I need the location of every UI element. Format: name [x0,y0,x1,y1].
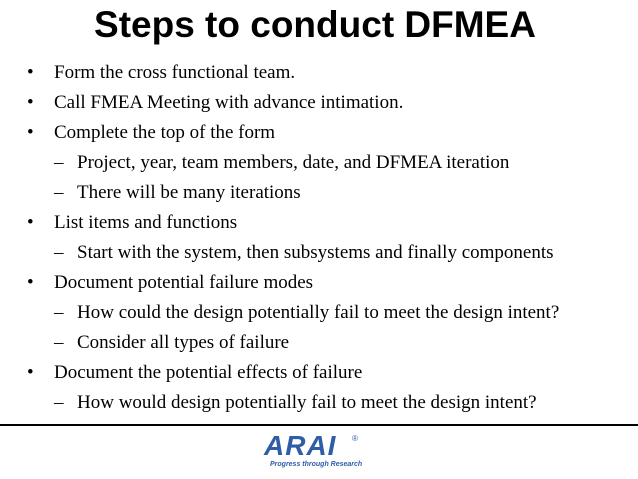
sub-bullet-text: How could the design potentially fail to meet the design intent? [77,302,560,323]
bullet-marker: • [27,272,34,293]
bullet-marker: • [27,122,34,143]
sub-bullet-item [0,178,638,208]
sub-bullet-text: How would design potentially fail to meet the design intent? [77,392,537,413]
sub-bullet-text: Project, year, team members, date, and DFMEA iteration [77,152,510,173]
bullet-text: Complete the top of the form [54,122,276,143]
bullet-item [0,358,638,388]
sub-bullet-item [0,388,638,418]
bullet-text: Call FMEA Meeting with advance intimation. [54,92,404,113]
footer-divider [0,424,638,426]
sub-bullet-marker: – [54,302,64,323]
sub-bullet-text: Consider all types of failure [77,332,290,353]
bullet-text: Document the potential effects of failure [54,362,363,383]
slide-title-text: Steps to conduct DFMEA [94,4,536,45]
sub-bullet-text: There will be many iterations [77,182,301,203]
bullet-list [0,58,638,418]
sub-bullet-marker: – [54,152,64,173]
bullet-item [0,58,638,88]
bullet-marker: • [27,212,34,233]
bullet-item [0,208,638,238]
registered-mark: ® [352,434,358,443]
sub-bullet-text: Start with the system, then subsystems and finally components [77,242,554,263]
bullet-item [0,88,638,118]
logo-tagline: Progress through Research [270,461,363,468]
sub-bullet-marker: – [54,332,64,353]
sub-bullet-item [0,238,638,268]
bullet-marker: • [27,62,34,83]
bullet-text: Document potential failure modes [54,272,314,293]
sub-bullet-item [0,298,638,328]
bullet-item [0,268,638,298]
sub-bullet-marker: – [54,182,64,203]
logo-wordmark: ARAI [264,430,337,461]
bullet-text: Form the cross functional team. [54,62,296,83]
bullet-text: List items and functions [54,212,238,233]
bullet-marker: • [27,92,34,113]
sub-bullet-item [0,148,638,178]
sub-bullet-marker: – [54,392,64,413]
slide-title [0,2,638,48]
sub-bullet-marker: – [54,242,64,263]
arai-logo [264,432,372,474]
bullet-item [0,118,638,148]
sub-bullet-item [0,328,638,358]
bullet-marker: • [27,362,34,383]
